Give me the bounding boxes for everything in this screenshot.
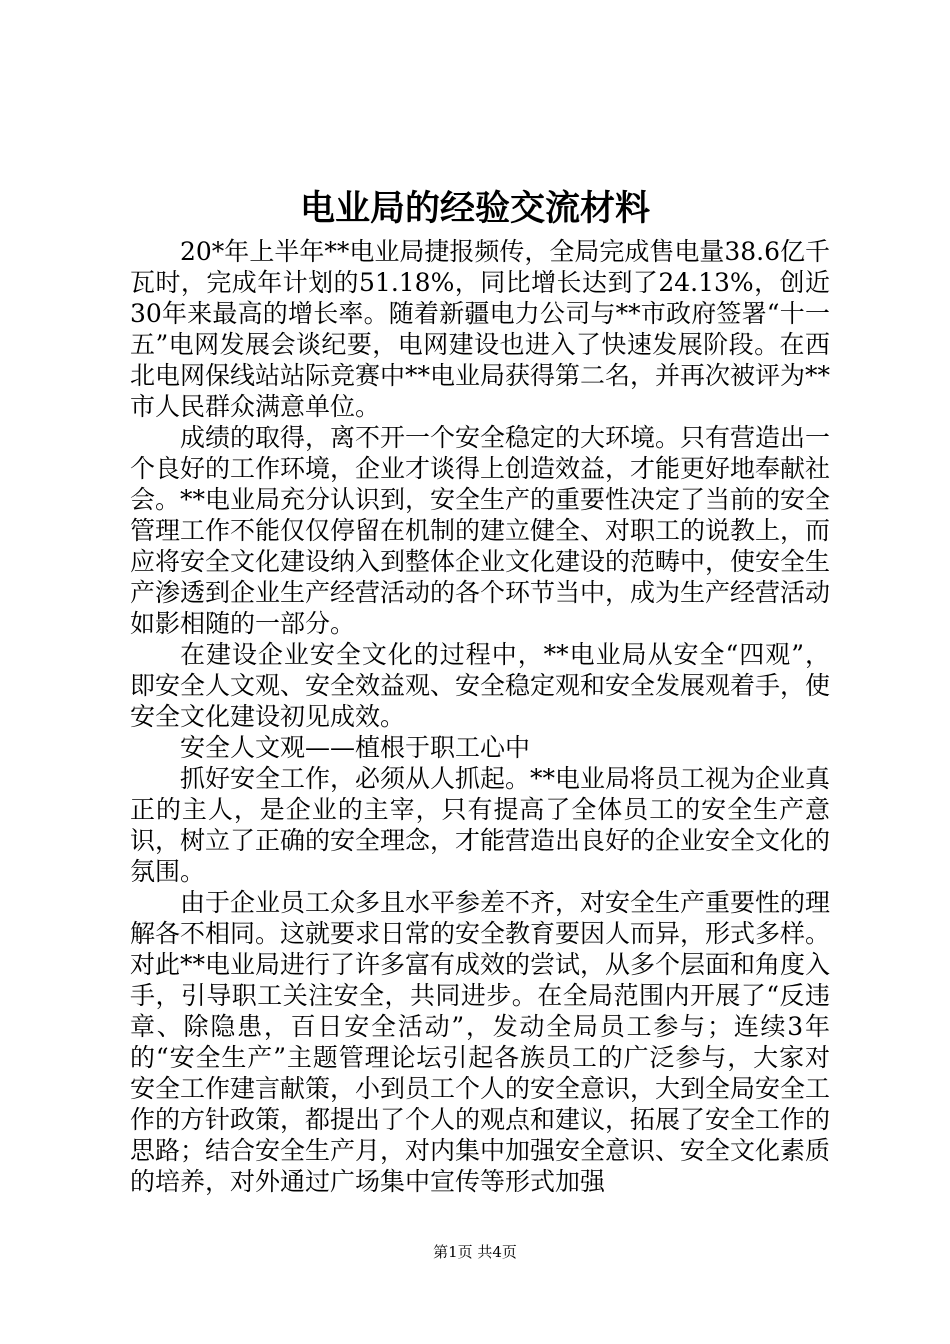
page-footer: 第1页 共4页	[433, 1243, 517, 1261]
paragraph-1: 20*年上半年**电业局捷报频传，全局完成售电量38.6亿千瓦时，完成年计划的51.18%，同比增长达到了24.13%，创近30年来最高的增长率。随着新疆电力公司与**市政府签署“十一五”电网发展会谈纪要，电网建设也进入了快速发展阶段。在西北电网保线站站际竞赛中**电业局获得第二名，并再次被评为**市人民群众满意单位。	[130, 237, 831, 421]
paragraph-3: 在建设企业安全文化的过程中，**电业局从安全“四观”，即安全人文观、安全效益观、安全稳定观和安全发展观着手，使安全文化建设初见成效。	[130, 640, 831, 731]
paragraph-4: 抓好安全工作，必须从人抓起。**电业局将员工视为企业真正的主人，是企业的主宰，只有提高了全体员工的安全生产意识，树立了正确的安全理念，才能营造出良好的企业安全文化的氛围。	[130, 764, 831, 886]
document-title: 电业局的经验交流材料	[299, 189, 650, 229]
document-body	[130, 236, 830, 1197]
paragraph-5: 由于企业员工众多且水平参差不齐，对安全生产重要性的理解各不相同。这就要求日常的安全教育要因人而异，形式多样。对此**电业局进行了许多富有成效的尝试，从多个层面和角度入手，引导职工关注安全，共同进步。在全局范围内开展了“反违章、除隐患，百日安全活动”，发动全局员工参与；连续3年的“安全生产”主题管理论坛引起各族员工的广泛参与，大家对安全工作建言献策，小到员工个人的安全意识，大到全局安全工作的方针政策，都提出了个人的观点和建议，拓展了安全工作的思路；结合安全生产月，对内集中加强安全意识、安全文化素质的培养，对外通过广场集中宣传等形式加强	[130, 888, 831, 1196]
paragraph-2: 成绩的取得，离不开一个安全稳定的大环境。只有营造出一个良好的工作环境，企业才谈得上创造效益，才能更好地奉献社会。**电业局充分认识到，安全生产的重要性决定了当前的安全管理工作不能仅仅停留在机制的建立健全、对职工的说教上，而应将安全文化建设纳入到整体企业文化建设的范畴中，使安全生产渗透到企业生产经营活动的各个环节当中，成为生产经营活动如影相随的一部分。	[130, 423, 831, 638]
section-heading: 安全人文观——植根于职工心中	[180, 733, 531, 762]
